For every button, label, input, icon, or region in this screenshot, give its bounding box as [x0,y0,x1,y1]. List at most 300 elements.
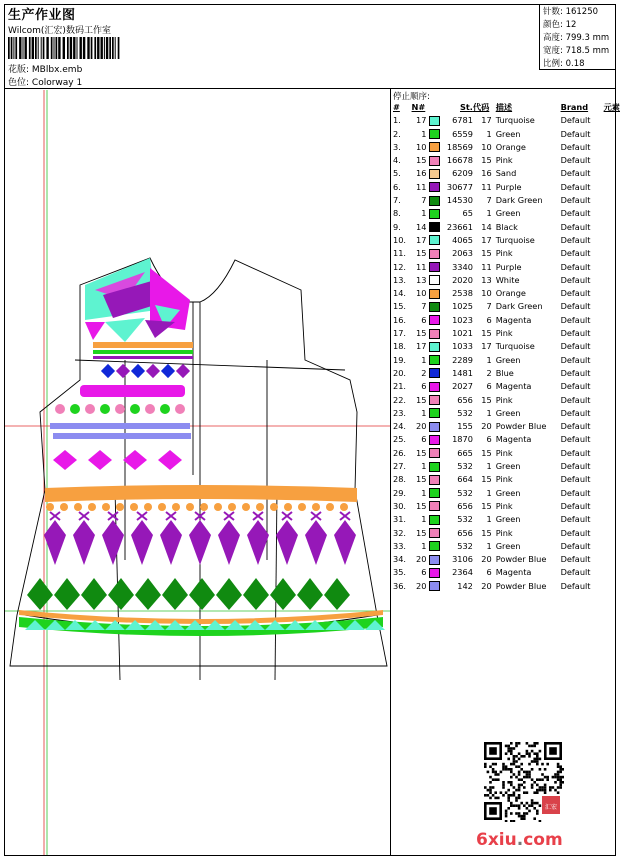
row-swatch [429,114,443,127]
row-index: 14. [393,288,407,299]
row-stitches: 6559 [452,128,473,139]
row-code: 1 [486,540,492,551]
row-code: 1 [486,354,492,365]
row-needle: 20 [416,580,427,591]
col-element: 元素 [603,102,620,112]
color-swatch [429,315,440,325]
row-index: 26. [393,447,407,458]
row-description: Pink [495,248,513,259]
color-swatch [429,222,440,232]
row-brand: Default [560,168,591,179]
thread-table [393,101,620,593]
row-needle: 15 [416,248,427,259]
thread-row [393,261,620,274]
thread-row [393,433,620,446]
thread-row [393,580,620,593]
row-brand: Default [560,181,591,192]
row-index: 2. [393,128,401,139]
thread-row [393,128,620,141]
row-swatch [429,540,443,553]
row-swatch [429,367,443,380]
row-element [604,181,620,194]
row-description: Powder Blue [495,554,547,565]
row-code: 13 [481,274,492,285]
row-index: 6. [393,181,401,192]
row-element [604,207,620,220]
row-needle: 1 [421,354,427,365]
row-description: Turquoise [495,115,535,126]
row-index: 18. [393,341,407,352]
row-index: 33. [393,540,407,551]
thread-row [393,354,620,367]
thread-row [393,287,620,300]
row-brand: Default [560,514,591,525]
row-brand: Default [560,367,591,378]
row-element [604,154,620,167]
row-element [604,513,620,526]
row-index: 16. [393,314,407,325]
row-brand: Default [560,115,591,126]
row-swatch [429,181,443,194]
color-swatch [429,488,440,498]
color-swatch [429,182,440,192]
color-swatch [429,475,440,485]
row-code: 15 [481,474,492,485]
color-swatch [429,581,440,591]
row-description: Green [495,208,521,219]
row-index: 11. [393,248,407,259]
row-element [604,367,620,380]
row-element [604,167,620,180]
row-index: 12. [393,261,407,272]
thread-row [393,487,620,500]
row-swatch [429,141,443,154]
row-element [604,500,620,513]
row-element [604,194,620,207]
row-swatch [429,460,443,473]
row-swatch [429,128,443,141]
row-brand: Default [560,474,591,485]
row-index: 10. [393,234,407,245]
embroidery-preview [5,90,390,855]
row-index: 34. [393,554,407,565]
row-stitches: 1481 [452,367,473,378]
color-swatch [429,368,440,378]
row-brand: Default [560,274,591,285]
row-needle: 7 [421,301,427,312]
row-description: Pink [495,500,513,511]
row-index: 35. [393,567,407,578]
row-needle: 1 [421,407,427,418]
row-swatch [429,513,443,526]
color-swatch [429,501,440,511]
row-stitches: 1023 [452,314,473,325]
row-index: 9. [393,221,401,232]
row-description: Green [495,487,521,498]
row-description: Magenta [495,567,532,578]
row-code: 2 [486,367,492,378]
row-stitches: 532 [457,407,473,418]
row-code: 11 [481,261,492,272]
thread-row [393,274,620,287]
row-needle: 10 [416,141,427,152]
row-swatch [429,580,443,593]
row-element [604,566,620,579]
row-swatch [429,420,443,433]
site-watermark: 6xiu.com [476,830,563,850]
row-swatch [429,261,443,274]
row-description: Magenta [495,314,532,325]
thread-row [393,460,620,473]
barcode [8,37,120,59]
row-index: 31. [393,514,407,525]
row-code: 20 [481,580,492,591]
row-swatch [429,207,443,220]
row-needle: 6 [421,381,427,392]
row-stitches: 2289 [452,354,473,365]
color-swatch [429,528,440,538]
thread-row [393,540,620,553]
row-description: Pink [495,328,513,339]
thread-row [393,340,620,353]
studio-name: Wilcom(汇宏)数码工作室 [8,26,111,36]
stats-box [539,4,616,70]
colorway-row [8,75,82,88]
row-swatch [429,380,443,393]
row-swatch [429,394,443,407]
color-swatch [429,329,440,339]
row-description: Orange [495,141,526,152]
row-swatch [429,154,443,167]
row-stitches: 656 [457,394,473,405]
shoulder-patch-motif [85,258,190,342]
row-swatch [429,487,443,500]
row-element [604,580,620,593]
thread-row [393,141,620,154]
thread-row [393,553,620,566]
thread-row [393,513,620,526]
row-stitches: 532 [457,514,473,525]
row-element [604,460,620,473]
row-element [604,234,620,247]
row-swatch [429,314,443,327]
row-stitches: 23661 [446,221,473,232]
row-stitches: 2538 [452,288,473,299]
color-swatch [429,515,440,525]
row-swatch [429,234,443,247]
row-needle: 1 [421,208,427,219]
row-stitches: 1021 [452,328,473,339]
row-stitches: 6209 [452,168,473,179]
row-description: Black [495,221,518,232]
colorway-value: Colorway 1 [31,78,83,88]
row-stitches: 1870 [452,434,473,445]
row-code: 10 [481,141,492,152]
row-swatch [429,194,443,207]
row-brand: Default [560,155,591,166]
color-swatch [429,462,440,472]
row-code: 20 [481,554,492,565]
row-description: Turquoise [495,341,535,352]
row-element [604,527,620,540]
row-description: Dark Green [495,195,543,206]
row-index: 28. [393,474,407,485]
row-swatch [429,447,443,460]
row-brand: Default [560,394,591,405]
row-code: 15 [481,527,492,538]
row-brand: Default [560,195,591,206]
row-needle: 1 [421,487,427,498]
thread-row [393,300,620,313]
thread-row [393,500,620,513]
row-element [604,327,620,340]
row-element [604,487,620,500]
row-needle: 17 [416,341,427,352]
row-swatch [429,566,443,579]
color-swatch [429,448,440,458]
row-brand: Default [560,341,591,352]
row-description: Purple [495,181,522,192]
row-brand: Default [560,234,591,245]
row-needle: 11 [416,181,427,192]
row-element [604,274,620,287]
row-needle: 6 [421,434,427,445]
row-description: Powder Blue [495,421,547,432]
row-index: 17. [393,328,407,339]
row-element [604,340,620,353]
row-brand: Default [560,328,591,339]
row-brand: Default [560,487,591,498]
row-index: 32. [393,527,407,538]
row-swatch [429,354,443,367]
row-brand: Default [560,141,591,152]
row-stitches: 664 [457,474,473,485]
row-element [604,394,620,407]
qr-code [482,740,564,822]
thread-row [393,380,620,393]
color-swatch [429,541,440,551]
row-needle: 15 [416,447,427,458]
row-stitches: 665 [457,447,473,458]
qr-seal-text: 汇宏 [544,804,558,811]
row-needle: 10 [416,288,427,299]
col-stitches: St. [459,102,473,112]
row-code: 15 [481,500,492,511]
row-element [604,354,620,367]
row-brand: Default [560,421,591,432]
row-code: 15 [481,447,492,458]
row-needle: 1 [421,514,427,525]
row-needle: 14 [416,221,427,232]
row-code: 15 [481,328,492,339]
row-element [604,473,620,486]
row-stitches: 3340 [452,261,473,272]
row-index: 22. [393,394,407,405]
row-index: 29. [393,487,407,498]
row-needle: 20 [416,554,427,565]
row-code: 1 [486,461,492,472]
thread-row [393,181,620,194]
page-title: 生产作业图 [8,8,76,23]
design-value: MBlbx.emb [31,65,83,75]
row-code: 6 [486,314,492,325]
color-swatch [429,342,440,352]
row-element [604,141,620,154]
thread-table-header [393,101,620,114]
col-brand: Brand [560,102,589,112]
row-code: 7 [486,301,492,312]
row-needle: 15 [416,474,427,485]
row-needle: 1 [421,128,427,139]
row-element [604,300,620,313]
thread-row [393,394,620,407]
thread-row [393,234,620,247]
row-stitches: 155 [457,421,473,432]
row-needle: 2 [421,367,427,378]
row-code: 1 [486,128,492,139]
color-swatch [429,568,440,578]
row-stitches: 30677 [446,181,473,192]
row-brand: Default [560,381,591,392]
row-stitches: 2020 [452,274,473,285]
row-index: 5. [393,168,401,179]
thread-row [393,154,620,167]
row-index: 4. [393,155,401,166]
row-swatch [429,473,443,486]
row-brand: Default [560,288,591,299]
row-brand: Default [560,434,591,445]
row-stitches: 65 [462,208,473,219]
thread-row [393,221,620,234]
row-element [604,420,620,433]
row-element [604,128,620,141]
color-swatch [429,275,440,285]
stat-stitches: 针数: 161250 [543,7,599,17]
row-swatch [429,221,443,234]
row-index: 19. [393,354,407,365]
thread-row [393,167,620,180]
row-stitches: 6781 [452,115,473,126]
color-swatch [429,435,440,445]
thread-row [393,407,620,420]
row-swatch [429,287,443,300]
row-swatch [429,247,443,260]
color-swatch [429,209,440,219]
row-description: White [495,274,520,285]
row-swatch [429,500,443,513]
row-index: 13. [393,274,407,285]
row-description: Sand [495,168,517,179]
row-brand: Default [560,248,591,259]
row-index: 3. [393,141,401,152]
row-code: 1 [486,514,492,525]
hem-band [19,610,385,636]
row-swatch [429,553,443,566]
row-element [604,314,620,327]
row-index: 15. [393,301,407,312]
row-needle: 1 [421,540,427,551]
row-brand: Default [560,354,591,365]
row-description: Green [495,461,521,472]
color-swatch [429,169,440,179]
row-stitches: 532 [457,540,473,551]
row-needle: 6 [421,567,427,578]
row-index: 27. [393,461,407,472]
row-index: 8. [393,208,401,219]
row-element [604,287,620,300]
row-brand: Default [560,314,591,325]
row-brand: Default [560,527,591,538]
row-code: 20 [481,421,492,432]
row-swatch [429,340,443,353]
row-swatch [429,433,443,446]
color-swatch [429,262,440,272]
row-stitches: 4065 [452,234,473,245]
row-index: 21. [393,381,407,392]
row-description: Pink [495,155,513,166]
design-name-row [8,62,82,75]
design-label: 花版: [8,65,30,75]
color-swatch [429,302,440,312]
color-swatch [429,116,440,126]
row-stitches: 18569 [446,141,473,152]
row-swatch [429,527,443,540]
row-swatch [429,274,443,287]
color-swatch [429,382,440,392]
row-code: 1 [486,407,492,418]
row-stitches: 1033 [452,341,473,352]
color-swatch [429,235,440,245]
row-swatch [429,167,443,180]
stat-height: 高度: 799.3 mm [543,33,610,43]
row-description: Turquoise [495,234,535,245]
row-description: Green [495,354,521,365]
row-needle: 20 [416,421,427,432]
row-stitches: 532 [457,461,473,472]
row-needle: 15 [416,394,427,405]
row-brand: Default [560,540,591,551]
row-description: Green [495,514,521,525]
row-needle: 15 [416,328,427,339]
row-description: Blue [495,367,514,378]
color-swatch [429,422,440,432]
row-description: Dark Green [495,301,543,312]
chest-band-rows [50,342,193,470]
row-needle: 15 [416,155,427,166]
row-stitches: 2027 [452,381,473,392]
row-element [604,380,620,393]
row-brand: Default [560,208,591,219]
thread-row [393,473,620,486]
row-needle: 17 [416,234,427,245]
color-swatch [429,249,440,259]
row-needle: 17 [416,115,427,126]
color-swatch [429,196,440,206]
row-element [604,221,620,234]
row-code: 10 [481,288,492,299]
row-code: 1 [486,487,492,498]
row-stitches: 16678 [446,155,473,166]
row-brand: Default [560,461,591,472]
row-brand: Default [560,554,591,565]
row-description: Pink [495,527,513,538]
row-swatch [429,300,443,313]
stat-scale: 比例: 0.18 [543,59,585,69]
row-stitches: 2063 [452,248,473,259]
row-code: 17 [481,234,492,245]
row-element [604,540,620,553]
row-stitches: 532 [457,487,473,498]
